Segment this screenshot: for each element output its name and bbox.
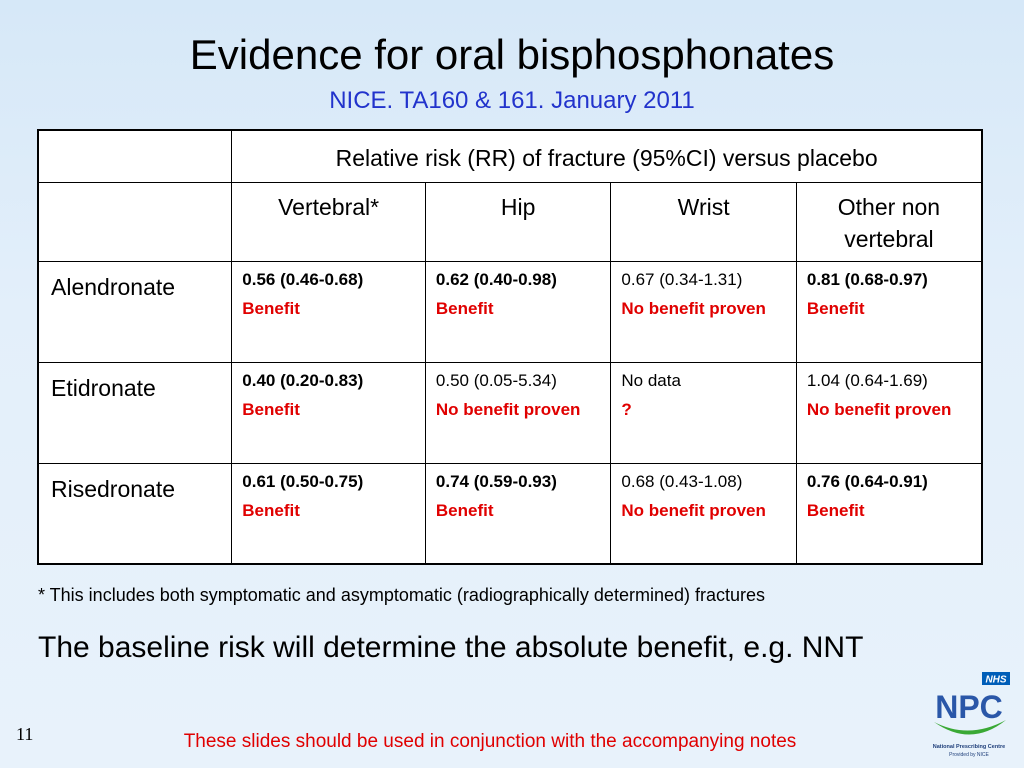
slide-subtitle: NICE. TA160 & 161. January 2011 (329, 87, 695, 114)
benefit-status: ? (621, 399, 632, 419)
slide-title: Evidence for oral bisphosphonates (189, 31, 835, 78)
table-row (38, 362, 982, 463)
npc-wordmark: NPC (935, 689, 1003, 725)
benefit-status: Benefit (242, 399, 300, 419)
rr-value: 0.68 (0.43-1.08) (621, 471, 743, 491)
logo-line2: Provided by NICE (949, 752, 989, 758)
rr-value: 0.50 (0.05-5.34) (435, 370, 557, 390)
result-cell (611, 362, 796, 463)
rr-value: 1.04 (0.64-1.69) (806, 370, 928, 390)
result-cell (425, 362, 610, 463)
footnote: * This includes both symptomatic and asymptomatic (radiographically determined) fractures (38, 585, 765, 605)
drug-name: Etidronate (38, 362, 232, 463)
column-header-hip: Hip (425, 182, 610, 261)
rr-value: 0.76 (0.64-0.91) (806, 471, 928, 491)
result-cell (425, 463, 610, 564)
benefit-status: Benefit (435, 500, 494, 520)
nhs-badge-text: NHS (985, 674, 1007, 686)
rr-value: 0.74 (0.59-0.93) (435, 471, 557, 491)
result-cell (796, 463, 982, 564)
rr-value: 0.56 (0.46-0.68) (242, 269, 364, 289)
result-cell (611, 463, 796, 564)
drug-name: Risedronate (38, 463, 232, 564)
benefit-status: Benefit (806, 298, 865, 318)
rr-value: 0.62 (0.40-0.98) (435, 269, 557, 289)
benefit-status: No benefit proven (806, 399, 952, 419)
npc-logo-graphic (926, 670, 1012, 760)
benefit-status: Benefit (242, 500, 300, 520)
column-header-wrist: Wrist (611, 182, 796, 261)
slide-number: 11 (16, 724, 34, 744)
result-cell (232, 261, 426, 362)
rr-value: 0.67 (0.34-1.31) (621, 269, 743, 289)
drug-name: Alendronate (38, 261, 232, 362)
table-row (38, 261, 982, 362)
group-header: Relative risk (RR) of fracture (95%CI) versus placebo (232, 130, 982, 182)
empty-header-cell (38, 130, 232, 182)
empty-header-cell (38, 182, 232, 261)
benefit-status: Benefit (242, 298, 300, 318)
benefit-status: Benefit (435, 298, 494, 318)
result-cell (232, 362, 426, 463)
benefit-status: No benefit proven (621, 298, 766, 318)
logo-line1: National Prescribing Centre (932, 744, 1006, 750)
column-header-other-non-vertebral: Other non vertebral (796, 182, 982, 261)
result-cell (611, 261, 796, 362)
rr-value: No data (621, 370, 681, 390)
benefit-status: No benefit proven (621, 500, 766, 520)
result-cell (796, 261, 982, 362)
fracture-risk-table (37, 129, 983, 565)
table-row (38, 463, 982, 564)
result-cell (796, 362, 982, 463)
npc-logo (926, 670, 1012, 760)
result-cell (425, 261, 610, 362)
rr-value: 0.61 (0.50-0.75) (242, 471, 364, 491)
notes-notice: These slides should be used in conjunction with the accompanying notes (183, 731, 797, 752)
rr-value: 0.81 (0.68-0.97) (806, 269, 928, 289)
baseline-risk-statement: The baseline risk will determine the absolute benefit, e.g. NNT (38, 631, 864, 664)
column-header-vertebral: Vertebral* (232, 182, 426, 261)
result-cell (232, 463, 426, 564)
benefit-status: Benefit (806, 500, 865, 520)
benefit-status: No benefit proven (435, 399, 581, 419)
rr-value: 0.40 (0.20-0.83) (242, 370, 364, 390)
